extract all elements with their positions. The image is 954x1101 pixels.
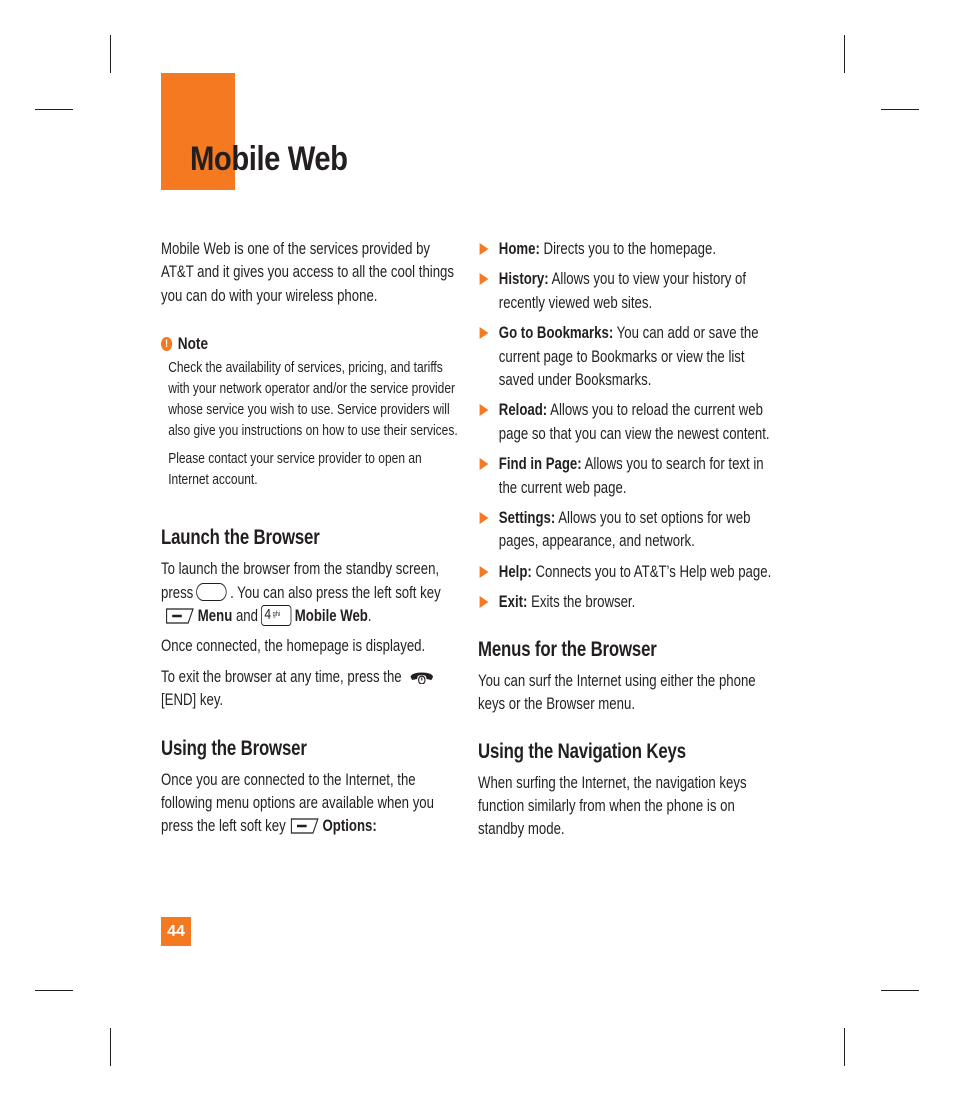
option-label: Home:: [498, 240, 540, 258]
bullet-arrow-icon: [480, 458, 489, 470]
list-item: [478, 399, 778, 446]
note-heading: [161, 333, 461, 355]
launch-text: To exit the browser at any time, press the: [161, 667, 402, 686]
options-label: Options:: [322, 817, 377, 836]
option-text: Allows you to view your history of recently viewed web sites.: [498, 270, 747, 312]
list-item: [478, 507, 778, 554]
option-label: Go to Bookmarks:: [498, 324, 614, 343]
nav-keys-heading: Using the Navigation Keys: [478, 739, 686, 763]
list-item: [478, 268, 778, 315]
option-label: Help:: [498, 562, 532, 581]
crop-mark: [110, 1028, 111, 1066]
option-label: Settings:: [498, 509, 556, 528]
option-text: Allows you to set options for web pages, appearance, and network.: [498, 509, 751, 551]
left-column: [161, 238, 461, 839]
crop-mark: [881, 109, 919, 110]
launch-text: . You can also press the left soft key: [230, 583, 441, 602]
option-text: You can add or save the current page to Bookmarks or view the list saved under Booksmarks.: [498, 324, 759, 390]
launch-text: [END] key.: [161, 691, 224, 710]
list-item: [478, 322, 778, 392]
key-letters: ghi: [272, 611, 281, 619]
launch-text: To launch the browser from the standby screen, press: [161, 560, 440, 602]
option-text: Allows you to search for text in the current web page.: [498, 455, 764, 497]
left-soft-key-icon: [289, 817, 319, 835]
crop-mark: [881, 990, 919, 991]
option-text: Allows you to reload the current web page so that you can view the newest content.: [498, 401, 770, 443]
crop-mark: [844, 35, 845, 73]
list-item: [478, 453, 778, 500]
using-text: Once you are connected to the Internet, the following menu options are available when you press the left soft key: [161, 770, 434, 836]
option-text: Connects you to AT&T’s Help web page.: [535, 562, 772, 581]
bullet-arrow-icon: [480, 273, 489, 285]
bullet-arrow-icon: [480, 404, 489, 416]
end-key-icon: [409, 668, 436, 684]
nav-keys-paragraph: When surfing the Internet, the navigation keys function similarly from when the phone is on standby mode.: [478, 773, 747, 839]
crop-mark: [35, 990, 73, 991]
option-text: Directs you to the homepage.: [543, 240, 716, 258]
note-body: [161, 357, 461, 490]
option-label: History:: [498, 270, 549, 289]
menus-paragraph: You can surf the Internet using either the phone keys or the Browser menu.: [478, 671, 756, 714]
bullet-arrow-icon: [480, 243, 489, 255]
launch-text: and: [235, 607, 258, 626]
option-label: Find in Page:: [498, 455, 582, 474]
list-item: [478, 238, 778, 261]
launch-paragraph: [161, 666, 461, 713]
ok-key-icon: [196, 583, 226, 601]
right-column: [478, 238, 778, 842]
menus-heading: Menus for the Browser: [478, 637, 657, 661]
note-icon: !: [161, 337, 172, 351]
launch-paragraph: [161, 558, 461, 628]
bullet-arrow-icon: [480, 566, 489, 578]
options-list: [478, 238, 778, 615]
key-digit: 4: [264, 606, 272, 624]
option-label: Exit:: [498, 593, 528, 612]
menu-label: Menu: [197, 607, 233, 626]
using-heading: Using the Browser: [161, 736, 307, 760]
launch-heading: Launch the Browser: [161, 526, 320, 550]
page-number: 44: [161, 917, 191, 946]
bullet-arrow-icon: [480, 596, 489, 608]
note-label: Note: [177, 334, 209, 354]
launch-paragraph: Once connected, the homepage is displayed.: [161, 637, 426, 656]
list-item: [478, 561, 778, 584]
crop-mark: [110, 35, 111, 73]
list-item: [478, 591, 778, 614]
crop-mark: [35, 109, 73, 110]
option-label: Reload:: [498, 401, 548, 420]
note-paragraph: Check the availability of services, pricing, and tariffs with your network operator and/or the service provider whose service you wish to use. Service providers will also give you instructions on how to use their services.: [168, 359, 458, 440]
number-4-key-icon: [261, 605, 291, 626]
launch-text: .: [367, 607, 372, 626]
crop-mark: [844, 1028, 845, 1066]
bullet-arrow-icon: [480, 327, 489, 339]
using-paragraph: [161, 769, 461, 839]
option-text: Exits the browser.: [531, 593, 636, 612]
left-soft-key-icon: [164, 607, 194, 625]
bullet-arrow-icon: [480, 512, 489, 524]
page-title: Mobile Web: [190, 140, 348, 178]
intro-paragraph: Mobile Web is one of the services provided by AT&T and it gives you access to all the cool things you can do with your wireless phone.: [161, 240, 454, 305]
mobile-web-label: Mobile Web: [294, 607, 368, 626]
note-paragraph: Please contact your service provider to open an Internet account.: [168, 450, 422, 489]
